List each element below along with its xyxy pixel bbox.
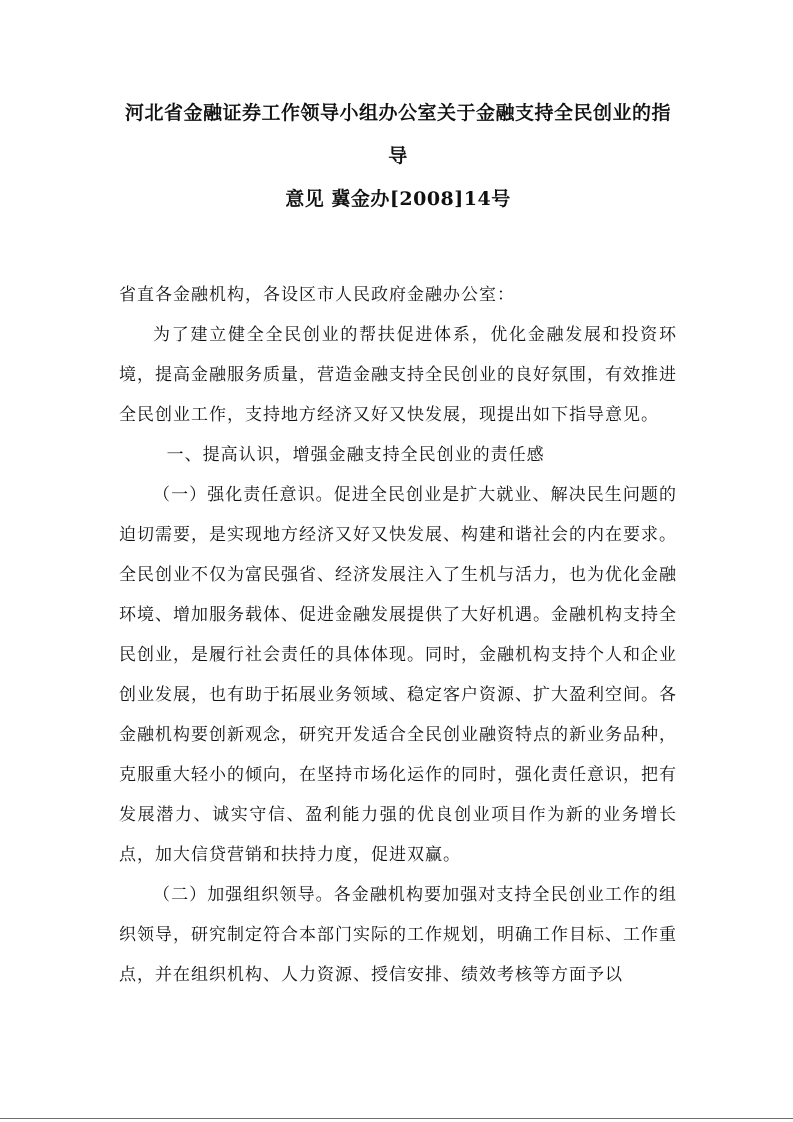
document-title-line-1: 河北省金融证券工作领导小组办公室关于金融支持全民创业的指导	[124, 102, 671, 167]
document-title	[119, 92, 677, 221]
document-body	[119, 92, 677, 995]
page-bottom-rule	[0, 1118, 793, 1119]
paragraph-responsibility: （一）强化责任意识。促进全民创业是扩大就业、解决民生问题的迫切需要，是实现地方经济又好又快发展、构建和谐社会的内在要求。全民创业不仅为富民强省、经济发展注入了生机与活力，也为优化金融环境、增加服务载体、促进金融发展提供了大好机遇。金融机构支持全民创业，是履行社会责任的具体体现。同时，金融机构支持个人和企业创业发展，也有助于拓展业务领域、稳定客户资源、扩大盈利空间。各金融机构要创新观念，研究开发适合全民创业融资特点的新业务品种，克服重大轻小的倾向，在坚持市场化运作的同时，强化责任意识，把有发展潜力、诚实守信、盈利能力强的优良创业项目作为新的业务增长点，加大信贷营销和扶持力度，促进双赢。	[119, 485, 677, 865]
recipient-line: 省直各金融机构，各设区市人民政府金融办公室：	[119, 285, 515, 305]
intro-paragraph: 为了建立健全全民创业的帮扶促进体系，优化金融发展和投资环境，提高金融服务质量，营造金融支持全民创业的良好氛围，有效推进全民创业工作，支持地方经济又好又快发展，现提出如下指导意见。	[119, 325, 677, 425]
document-title-line-2: 意见 冀金办[2008]14号	[285, 188, 511, 210]
paragraph-organization: （二）加强组织领导。各金融机构要加强对支持全民创业工作的组织领导，研究制定符合本部门实际的工作规划，明确工作目标、工作重点，并在组织机构、人力资源、授信安排、绩效考核等方面予以	[119, 885, 677, 985]
section-heading-1: 一、提高认识，增强金融支持全民创业的责任感	[166, 445, 545, 465]
